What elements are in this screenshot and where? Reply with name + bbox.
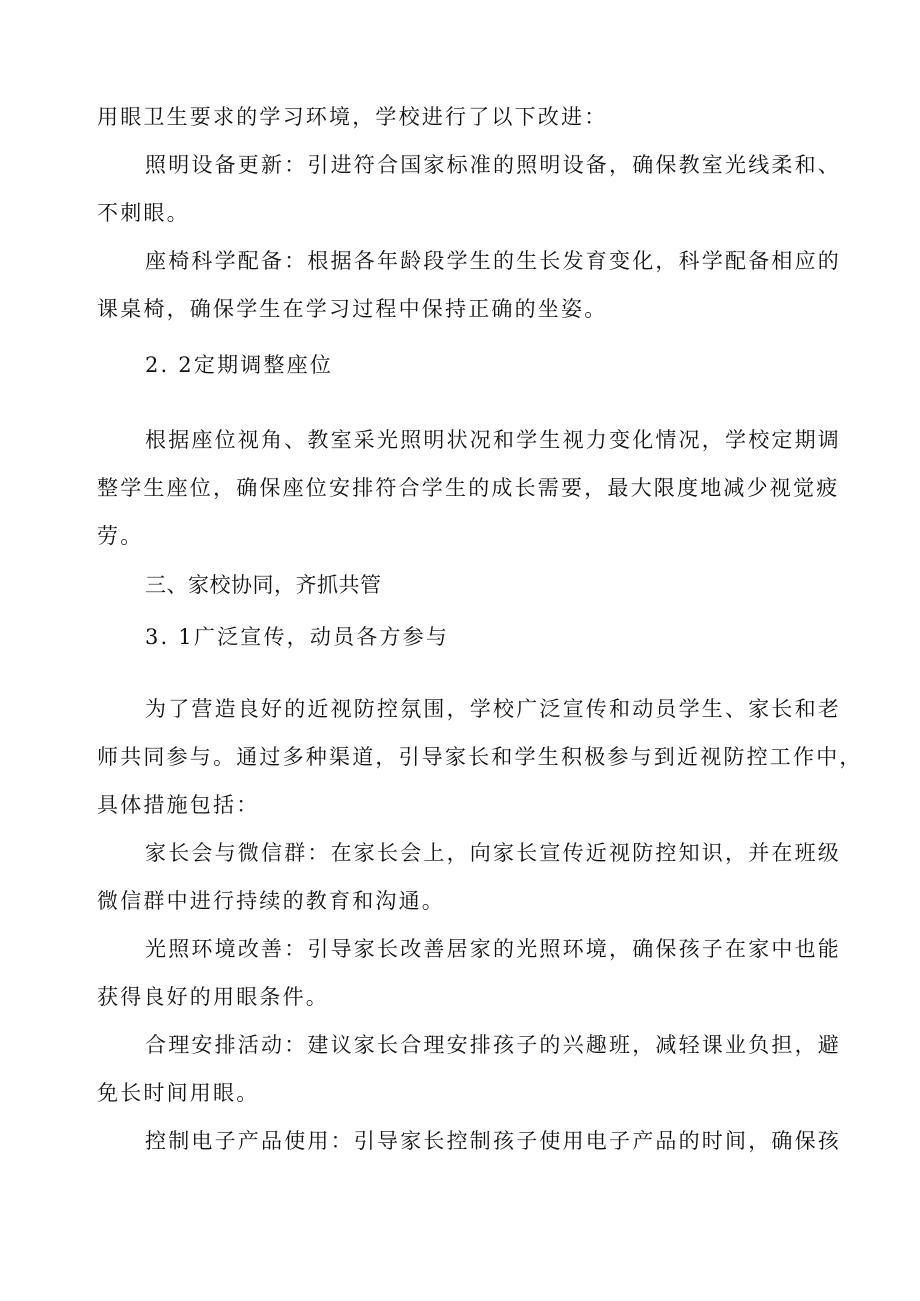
paragraph-line: 用眼卫生要求的学习环境，学校进行了以下改进： xyxy=(97,105,608,129)
paragraph-line: 座椅科学配备：根据各年龄段学生的生长发育变化，科学配备相应的 xyxy=(145,249,841,273)
paragraph-line: 家长会与微信群：在家长会上，向家长宣传近视防控知识，并在班级 xyxy=(145,841,841,865)
paragraph-line: 为了营造良好的近视防控氛围，学校广泛宣传和动员学生、家长和老 xyxy=(145,697,841,721)
paragraph-line: 整学生座位，确保座位安排符合学生的成长需要，最大限度地减少视觉疲 xyxy=(97,476,840,500)
paragraph-line: 控制电子产品使用：引导家长控制孩子使用电子产品的时间，确保孩 xyxy=(145,1129,841,1153)
paragraph-line: 师共同参与。通过多种渠道，引导家长和学生积极参与到近视防控工作中， xyxy=(97,745,863,769)
paragraph-line: 具体措施包括： xyxy=(97,793,260,817)
subsection-heading: 3. 1广泛宣传，动员各方参与 xyxy=(145,625,450,649)
paragraph-line: 照明设备更新：引进符合国家标准的照明设备，确保教室光线柔和、 xyxy=(145,153,841,177)
subsection-heading: 2. 2定期调整座位 xyxy=(145,353,334,377)
paragraph-line: 根据座位视角、教室采光照明状况和学生视力变化情况，学校定期调 xyxy=(145,428,841,452)
paragraph-line: 合理安排活动：建议家长合理安排孩子的兴趣班，减轻课业负担，避 xyxy=(145,1033,841,1057)
paragraph-line: 免长时间用眼。 xyxy=(97,1081,260,1105)
paragraph-line: 不刺眼。 xyxy=(97,201,190,225)
paragraph-line: 课桌椅，确保学生在学习过程中保持正确的坐姿。 xyxy=(97,297,608,321)
paragraph-line: 光照环境改善：引导家长改善居家的光照环境，确保孩子在家中也能 xyxy=(145,937,841,961)
paragraph-line: 微信群中进行持续的教育和沟通。 xyxy=(97,889,445,913)
section-heading: 三、家校协同，齐抓共管 xyxy=(145,573,382,597)
paragraph-line: 获得良好的用眼条件。 xyxy=(97,985,329,1009)
paragraph-line: 劳。 xyxy=(97,524,144,548)
